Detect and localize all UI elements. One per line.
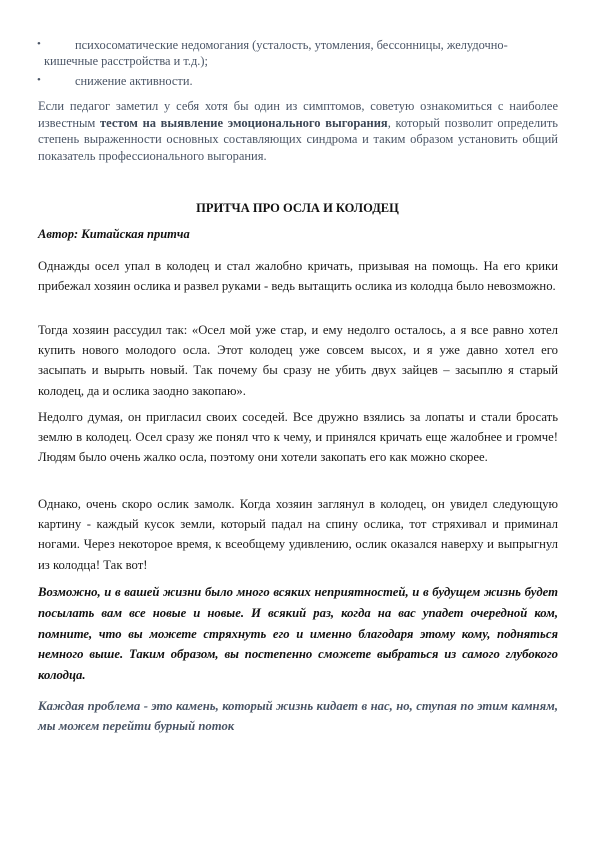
- bullet-icon: •: [37, 38, 41, 50]
- story-paragraph-4: Однако, очень скоро ослик замолк. Когда хозяин заглянул в колодец, он увидел следующую картину - каждый кусок земли, который падал на спину ослика, тот стряхивал и приминал ногами. Через некоторое время, к всеобщему удивлению, ослик оказался наверху и выпрыгнул из колодца! Так вот!: [38, 497, 558, 572]
- moral-paragraph: Возможно, и в вашей жизни было много всяких неприятностей, и в будущем жизнь будет посылать вам все новые и новые. И всякий раз, когда на вас упадет очередной ком, помните, что вы можете стряхнуть его и именно благодаря этому кому, подняться немного выше. Таким образом, вы постепенно сможете выбраться из самого глубокого колодца.: [38, 585, 558, 683]
- burnout-test-link-text: тестом на выявление эмоционального выгорания: [100, 115, 388, 130]
- bullet-icon: •: [37, 74, 41, 86]
- intro-paragraph: [38, 98, 558, 164]
- story-paragraph-3: Недолго думая, он пригласил своих соседей. Все дружно взялись за лопаты и стали бросать землю в колодец. Осел сразу же понял что к чему, и принялся кричать еще жалобнее и громче! Людям было очень жалко осла, поэтому они хотели закопать его как можно скорее.: [38, 410, 558, 465]
- list-item-text-line2: кишечные расстройства и т.д.);: [44, 54, 208, 68]
- parable-author: Автор: Китайская притча: [38, 227, 190, 241]
- closing-paragraph: Каждая проблема - это камень, который жизнь кидает в нас, но, ступая по этим камням, мы можем перейти бурный поток: [38, 699, 558, 734]
- intro-text-start: Если педагог заметил у себя хотя бы один из симптомов, советую ознакомиться с наиболее известным: [38, 99, 558, 130]
- story-paragraph-1: Однажды осел упал в колодец и стал жалобно кричать, призывая на помощь. На его крики прибежал хозяин ослика и развел руками - ведь вытащить ослика из колодца было невозможно.: [38, 259, 558, 294]
- parable-title: ПРИТЧА ПРО ОСЛА И КОЛОДЕЦ: [196, 201, 399, 215]
- intro-text-end: , который позволит определить степень выраженности основных составляющих синдрома и таким образом установить общий показатель профессионального выгорания.: [38, 115, 558, 163]
- list-item-text-line1: психосоматические недомогания (усталость, утомления, бессонницы, желудочно-: [75, 38, 508, 52]
- story-paragraph-2: Тогда хозяин рассудил так: «Осел мой уже стар, и ему недолго осталось, а я все равно хотел купить нового молодого осла. Этот колодец уже совсем высох, и я уже давно хотел его засыпать и вырыть новый. Так почему бы сразу не убить двух зайцев – засыплю я старый колодец, да и ослика заодно закопаю».: [38, 323, 558, 398]
- list-item-text-line1: снижение активности.: [75, 74, 193, 88]
